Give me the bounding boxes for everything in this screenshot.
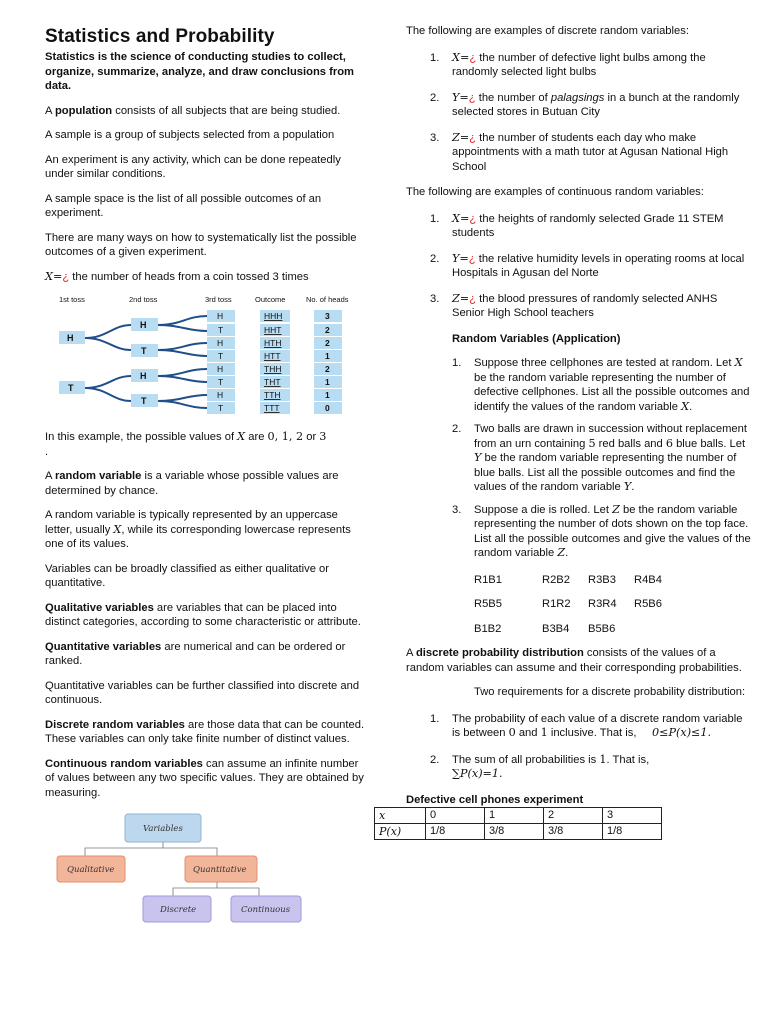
qualitative-definition: Qualitative variables are variables that can be placed into distinct categories, according to some characteristic or attribute. — [45, 601, 361, 628]
discrete-definition: Discrete random variables are those data that can be counted. These variables can only take finite number of distinct values. — [45, 718, 365, 745]
table-cell: 3/8 — [485, 823, 544, 839]
variables-flowchart — [45, 810, 345, 930]
probability-table — [374, 807, 662, 840]
x-heads-definition: X=¿ the number of heads from a coin tossed 3 times — [45, 269, 309, 283]
table-cell: 1/8 — [426, 823, 485, 839]
tree-header: Outcome — [255, 295, 286, 304]
tree-toss3: H — [217, 338, 224, 348]
sample-definition: A sample is a group of subjects selected from a population — [45, 129, 335, 141]
random-variable-representation: A random variable is typically represented by an uppercase letter, usually X, while its corresponding lowercase represents one of its values. — [45, 509, 351, 550]
continuous-intro: The following are examples of continuous random variables: — [406, 186, 704, 198]
outcomes-grid — [474, 573, 752, 637]
table-cell: 1/8 — [603, 823, 662, 839]
tree-header: 1st toss — [59, 295, 85, 304]
tree-toss3: T — [218, 325, 224, 335]
quantitative-definition: Quantitative variables are numerical and can be ordered or ranked. — [45, 640, 346, 667]
flow-root: Variables — [143, 824, 183, 834]
grid-cell: R5B6 — [634, 598, 662, 610]
table-row — [375, 823, 662, 839]
tree-outcome: THH — [264, 364, 282, 374]
tree-toss3: H — [217, 364, 224, 374]
tree-toss2: T — [141, 346, 147, 356]
dpd-definition: A discrete probability distribution consists of the values of a random variables can assume and their corresponding probabilities. — [406, 647, 742, 674]
list-item: 2. The sum of all probabilities is 1. That is, ∑P(x)=1. — [430, 752, 650, 780]
list-item: 1. Suppose three cellphones are tested at random. Let X be the random variable representing the number of defective cellphones. List all the possible outcomes and identify the values of the random variable X. — [452, 356, 750, 413]
right-column — [379, 24, 752, 840]
tree-toss2: H — [140, 320, 147, 330]
grid-cell: R5B5 — [474, 598, 502, 610]
grid-cell: R3B3 — [588, 573, 616, 586]
table-row — [375, 807, 662, 823]
tree-header: No. of heads — [306, 295, 349, 304]
possible-values-text: In this example, the possible values of X are 0, 1, 2 or 3 . — [45, 430, 327, 458]
application-list — [406, 356, 752, 561]
grid-cell: B1B2 — [474, 622, 502, 635]
tree-heads: 1 — [325, 351, 330, 361]
table-cell: 3/8 — [544, 823, 603, 839]
statistics-definition: Statistics is the science of conducting studies to collect, organize, summarize, analyze, and draw conclusions from data. — [45, 51, 354, 92]
tree-heads: 1 — [325, 390, 330, 400]
flow-continuous: Continuous — [241, 905, 291, 915]
random-variable-definition: A random variable is a variable whose possible values are determined by chance. — [45, 470, 339, 497]
continuous-examples — [406, 212, 752, 321]
list-item: 1. X=¿ the heights of randomly selected Grade 11 STEM students — [430, 211, 724, 239]
sample-space-definition: A sample space is the list of all possible outcomes of an experiment. — [45, 192, 322, 219]
discrete-examples — [406, 51, 752, 175]
list-item: 3. Suppose a die is rolled. Let Z be the random variable representing the number of dots shown on the top face. List all the possible outcomes and give the values of the random variable Z. — [452, 502, 751, 559]
tree-toss3: T — [218, 403, 224, 413]
grid-cell: R1R2 — [542, 598, 571, 610]
tree-outcome: HHT — [264, 325, 282, 335]
ways-text: There are many ways on how to systematically list the possible outcomes of a given experiment. — [45, 231, 357, 258]
list-item: 2. Y=¿ the number of palagsings in a bunch at the randomly selected stores in Butuan City — [430, 90, 740, 118]
tree-toss3: H — [217, 311, 224, 321]
list-item: 1. The probability of each value of a discrete random variable is between 0 and 1 inclusive. That is, 0≤P(x)≤1. — [430, 712, 743, 739]
variables-classified: Variables can be broadly classified as either qualitative or quantitative. — [45, 562, 329, 589]
tree-toss3: H — [217, 390, 224, 400]
tree-heads: 2 — [325, 338, 330, 348]
quantitative-further: Quantitative variables can be further classified into discrete and continuous. — [45, 679, 360, 706]
flow-qualitative: Qualitative — [67, 865, 115, 875]
tree-outcome: TTH — [264, 390, 281, 400]
table-cell: 3 — [603, 807, 662, 823]
tree-toss3: T — [218, 377, 224, 387]
continuous-definition: Continuous random variables can assume an infinite number of values between any two specific values. They are obtained by measuring. — [45, 757, 364, 799]
table-cell: 1 — [485, 807, 544, 823]
grid-cell: R4B4 — [634, 573, 662, 586]
tree-outcome: HTH — [264, 338, 282, 348]
flow-quantitative: Quantitative — [193, 865, 247, 875]
list-item: 2. Two balls are drawn in succession without replacement from an urn containing 5 red balls and 6 blue balls. Let Y be the random variable representing the number of blue balls. List all the possible outcomes and find the values of the random variable Y. — [452, 423, 747, 493]
requirements-list — [406, 712, 752, 782]
tree-header: 3rd toss — [205, 295, 232, 304]
table-cell: P(x) — [375, 823, 426, 839]
discrete-intro: The following are examples of discrete random variables: — [406, 25, 689, 37]
tree-heads: 2 — [325, 364, 330, 374]
list-item: 3. Z=¿ the number of students each day who make appointments with a math tutor at Agusan National High School — [430, 130, 729, 173]
table-cell: 2 — [544, 807, 603, 823]
population-definition: A population consists of all subjects that are being studied. — [45, 104, 341, 117]
tree-outcome: TTT — [264, 403, 280, 413]
table-title: Defective cell phones experiment — [406, 793, 584, 806]
tree-toss2: H — [140, 371, 147, 381]
grid-cell: R1B1 — [474, 573, 502, 586]
tree-toss1: H — [67, 333, 74, 343]
tree-toss2: T — [141, 396, 147, 406]
grid-cell: B3B4 — [542, 622, 570, 635]
list-item: 1. X=¿ the number of defective light bulbs among the randomly selected light bulbs — [430, 50, 706, 78]
table-cell: x — [375, 807, 426, 823]
table-cell: 0 — [426, 807, 485, 823]
grid-cell: B5B6 — [588, 622, 616, 635]
list-item: 2. Y=¿ the relative humidity levels in operating rooms at local Hospitals in Agusan del Norte — [430, 251, 745, 279]
tree-heads: 3 — [325, 311, 330, 321]
tree-heads: 2 — [325, 325, 330, 335]
application-title: Random Variables (Application) — [452, 332, 621, 345]
grid-cell: R2B2 — [542, 573, 570, 586]
tree-heads: 0 — [325, 403, 330, 413]
page-title: Statistics and Probability — [45, 26, 275, 47]
list-item: 3. Z=¿ the blood pressures of randomly selected ANHS Senior High School teachers — [430, 291, 718, 319]
grid-cell: R3R4 — [588, 598, 617, 610]
tree-toss1: T — [68, 383, 74, 393]
tree-outcome: HHH — [264, 311, 283, 321]
tree-heads: 1 — [325, 377, 330, 387]
experiment-definition: An experiment is any activity, which can be done repeatedly under similar conditions. — [45, 153, 341, 180]
tree-diagram — [45, 294, 355, 418]
left-column — [45, 22, 365, 930]
flow-discrete: Discrete — [160, 905, 197, 915]
tree-toss3: T — [218, 351, 224, 361]
tree-outcome: THT — [264, 377, 281, 387]
tree-outcome: HTT — [264, 351, 281, 361]
tree-header: 2nd toss — [129, 295, 158, 304]
two-requirements: Two requirements for a discrete probability distribution: — [474, 686, 746, 698]
